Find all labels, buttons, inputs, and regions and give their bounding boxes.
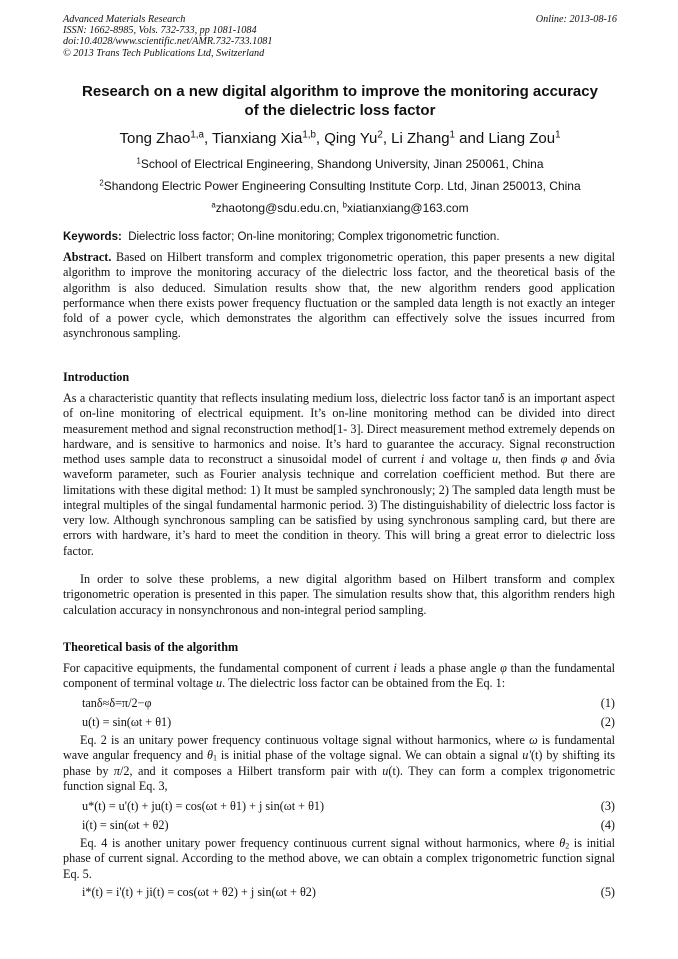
affiliation-text: School of Electrical Engineering, Shandong University, Jinan 250061, China [140,157,544,171]
symbol-omega: ω [529,733,538,747]
text-run: than the fundamental component of terminal voltage [63,661,615,691]
affiliation-text: Shandong Electric Power Engineering Consulting Institute Corp. Ltd, Jinan 250013, China [103,179,581,193]
text-run: leads a phase angle [396,661,501,675]
journal-header [63,14,617,59]
issn-line: ISSN: 1662-8985, Vols. 732-733, pp 1081-1084 [63,25,257,37]
equation-number: (1) [600,696,615,710]
affiliation-2 [40,179,640,193]
email-a[interactable]: zhaotong@sdu.edu.cn [215,201,336,215]
symbol-i: i [393,661,397,675]
text-run: Eq. 2 is an unitary power frequency continuous voltage signal without harmonics, where [80,733,530,747]
symbol-i: i [420,452,425,466]
text-run: by shifting its phase by [63,748,616,778]
section-heading-introduction: Introduction [63,370,130,384]
text-run: is fundamental wave angular frequency and [63,733,616,763]
text-run: , then finds [498,452,561,466]
symbol-u: u [215,676,223,691]
journal-name: Advanced Materials Research [63,14,186,25]
author-name: Liang Zou [488,130,556,147]
author-affiliation-mark: 1 [555,129,561,141]
author-affiliation-mark: 2 [377,129,383,141]
affiliation-mark: 1 [136,156,141,166]
subscript: 2 [565,841,570,851]
equation-2 [82,715,615,730]
abstract-text: Based on Hilbert transform and complex trigonometric operation, this paper presents a new digital algorithm to improve the monitoring accuracy of the dielectric loss factor, and the theoretical basis of the algorithm is also deduced. Simulation results show that, the new algorithm renders good application performance when there exists power frequency fluctuation or the sampled data length is not exactly an integer fold of a power cycle, which demonstrates the algorithm can effectively solve the issues incurred from asynchronous sampling. [63,250,616,341]
copyright-line: © 2013 Trans Tech Publications Ltd, Switzerland [63,47,265,59]
keywords-line [63,230,623,244]
equation-expression: tanδ≈δ=π/2−φ [82,696,152,710]
text-run: and [567,452,595,466]
equation-4 [82,818,615,833]
equation-number: (5) [600,885,615,899]
author-and: and [454,130,489,147]
symbol-u-prime: u' [522,748,531,763]
author-list [40,130,640,148]
equation-expression: u(t) = sin(ωt + θ1) [82,715,172,729]
text-run: via waveform parameter, such as Fourier analysis technique and correlation coefficient method. But there are limitations with these digital method: 1) It must be sampled synchronously; 2) The sampled data length must be integral multiples of the singal fundamental harmonic period. 3) The distinguishability of dielectric loss factor is very low. Although synchronous sampling can be satisfied by using synchronous sampling card, but there are errors with hardware, it’s hard to meet the condition in theory. This will bring a great error to dielectric loss factor. [63,452,615,558]
symbol-delta: δ [498,391,505,405]
text-run: In order to solve these problems, a new digital algorithm based on Hilbert transform and complex trigonometric operation is presented in this paper. The simulation results show that, this algorithm renders high calculation accuracy in nonsynchronous and non-integral period sampling. [63,572,615,617]
author-affiliation-mark: 1,a [190,129,204,141]
theory-paragraph-3 [63,836,615,882]
author-affiliation-mark: 1,b [302,129,316,141]
theory-paragraph-2 [63,733,615,794]
author-name: Qing Yu [324,130,378,147]
intro-paragraph-2 [63,572,615,618]
author-name: Tianxiang Xia [212,130,303,147]
equation-expression: u*(t) = u'(t) + ju(t) = cos(ωt + θ1) + j sin(ωt + θ1) [82,799,325,813]
symbol-u: u [382,763,389,778]
author-separator: , [382,130,392,147]
theory-paragraph-1 [63,661,615,692]
section-heading-theory: Theoretical basis of the algorithm [63,640,239,654]
affiliation-1 [40,157,640,171]
text-run: is an important aspect of on-line monitoring of electrical equipment. It’s on-line monitoring method can be divided into direct measurement method and signal reconstruction method[1- 3]. Direct measurement method extremely depends on hardware, and is sensitive to harmonics and noise. It’s hard to guarantee the accuracy. Signal reconstruction method uses sample data to reconstruct a sinusoidal model of current [63,391,615,466]
email-b[interactable]: xiatianxiang@163.com [347,201,469,215]
text-run: /2, and it composes a Hilbert transform pair with [120,763,383,778]
symbol-u: u [491,452,499,466]
text-run: is initial phase of current signal. According to the method above, we can obtain a complex trigonometric function signal Eq. 5. [63,836,615,881]
text-run: . The dielectric loss factor can be obtained from the Eq. 1: [222,676,506,691]
text-run: (t) [388,763,400,778]
title-line-2: of the dielectric loss factor [244,102,436,119]
equation-5 [82,885,615,900]
subscript: 1 [213,753,218,763]
symbol-pi: π [113,763,121,778]
abstract-label: Abstract. [63,250,112,264]
text-run: (t) [530,748,543,763]
symbol-theta: θ [207,748,214,763]
doi-line: doi:10.4028/www.scientific.net/AMR.732-733.1081 [63,36,273,48]
text-run: . They can form a complex trigonometric function signal Eq. 3, [63,763,616,793]
title-line-1: Research on a new digital algorithm to improve the monitoring accuracy [82,83,598,100]
affiliation-mark: 2 [99,178,104,188]
equation-number: (3) [600,799,615,813]
text-run: As a characteristic quantity that reflects insulating medium loss, dielectric loss factor tan [63,391,499,405]
text-run: is initial phase of the voltage signal. We can obtain a signal [217,748,523,763]
symbol-phi: φ [500,661,507,675]
equation-1 [82,696,615,711]
symbol-delta: δ [594,452,601,466]
text-run: and voltage [424,452,492,466]
author-name: Tong Zhao [119,130,191,147]
equation-number: (4) [600,818,615,832]
equation-3 [82,799,615,814]
text-run: For capacitive equipments, the fundamental component of current [63,661,394,675]
symbol-phi: φ [560,452,568,466]
keywords-text: Dielectric loss factor; On-line monitoring; Complex trigonometric function. [128,231,500,243]
equation-expression: i*(t) = i'(t) + ji(t) = cos(ωt + θ2) + j sin(ωt + θ2) [82,885,316,899]
author-emails [40,201,640,215]
online-date: Online: 2013-08-16 [535,14,617,25]
keywords-label: Keywords: [63,231,122,243]
equation-expression: i(t) = sin(ωt + θ2) [82,818,169,832]
symbol-theta: θ [559,836,566,850]
author-separator: , [203,130,213,147]
author-name: Li Zhang [391,130,450,147]
equation-number: (2) [600,715,615,729]
author-separator: , [315,130,325,147]
email-mark: b [342,200,348,210]
email-separator: , [336,201,343,215]
intro-paragraph-1 [63,391,615,559]
abstract [63,250,615,342]
email-mark: a [211,200,216,210]
author-affiliation-mark: 1 [449,129,455,141]
text-run: Eq. 4 is another unitary power frequency continuous current signal without harmonics, where [80,836,560,850]
paper-title [60,82,620,120]
